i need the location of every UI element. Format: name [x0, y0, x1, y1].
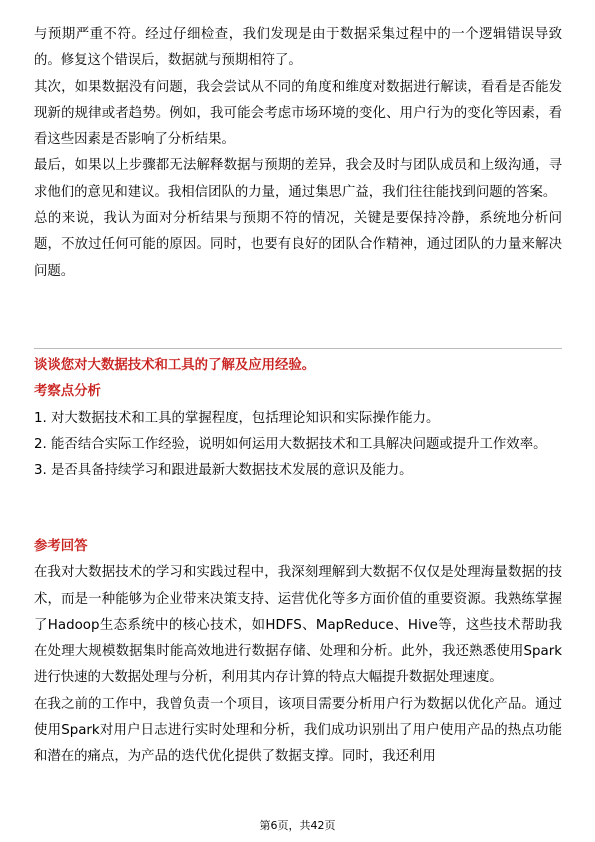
answer-heading: 参考回答: [34, 539, 88, 554]
paragraph: 其次，如果数据没有问题，我会尝试从不同的角度和维度对数据进行解读，看看是否能发现新的规律或者趋势。例如，我可能会考虑市场环境的变化、用户行为的变化等因素，看看这些因素是否影响了分析结果。: [34, 79, 562, 148]
question-block: [34, 353, 562, 484]
previous-answer-continuation: [34, 22, 562, 285]
answer-block: [34, 534, 562, 771]
section-divider: [34, 348, 562, 349]
analysis-point: 3. 是否具备持续学习和跟进最新大数据技术发展的意识及能力。: [34, 463, 413, 479]
paragraph: 与预期严重不符。经过仔细检查，我们发现是由于数据采集过程中的一个逻辑错误导致的。修复这个错误后，数据就与预期相符了。: [34, 27, 562, 69]
question-title: 谈谈您对大数据技术和工具的了解及应用经验。: [34, 358, 316, 373]
analysis-point: 1. 对大数据技术和工具的掌握程度，包括理论知识和实际操作能力。: [34, 410, 440, 426]
paragraph: 最后，如果以上步骤都无法解释数据与预期的差异，我会及时与团队成员和上级沟通，寻求他们的意见和建议。我相信团队的力量，通过集思广益，我们往往能找到问题的答案。: [34, 158, 562, 200]
page-number-footer: 第6页，共42页: [259, 819, 336, 832]
answer-paragraph: 在我对大数据技术的学习和实践过程中，我深刻理解到大数据不仅仅是处理海量数据的技术，而是一种能够为企业带来决策支持、运营优化等多方面价值的重要资源。我熟练掌握了Hadoop生态系统中的核心技术，如HDFS、MapReduce、Hive等，这些技术帮助我在处理大规模数据集时能高效地进行数据存储、处理和分析。此外，我还熟悉使用Spark进行快速的大数据处理与分析，利用其内存计算的特点大幅提升数据处理速度。: [34, 565, 562, 686]
paragraph: 总的来说，我认为面对分析结果与预期不符的情况，关键是要保持冷静，系统地分析问题，不放过任何可能的原因。同时，也要有良好的团队合作精神，通过团队的力量来解决问题。: [34, 211, 562, 279]
answer-paragraph: 在我之前的工作中，我曾负责一个项目，该项目需要分析用户行为数据以优化产品。通过使用Spark对用户日志进行实时处理和分析，我们成功识别出了用户使用产品的热点功能和潜在的痛点，为产品的迭代优化提供了数据支撑。同时，我还利用: [34, 696, 562, 765]
analysis-point: 2. 能否结合实际工作经验，说明如何运用大数据技术和工具解决问题或提升工作效率。: [34, 436, 547, 452]
analysis-heading: 考察点分析: [34, 384, 101, 400]
